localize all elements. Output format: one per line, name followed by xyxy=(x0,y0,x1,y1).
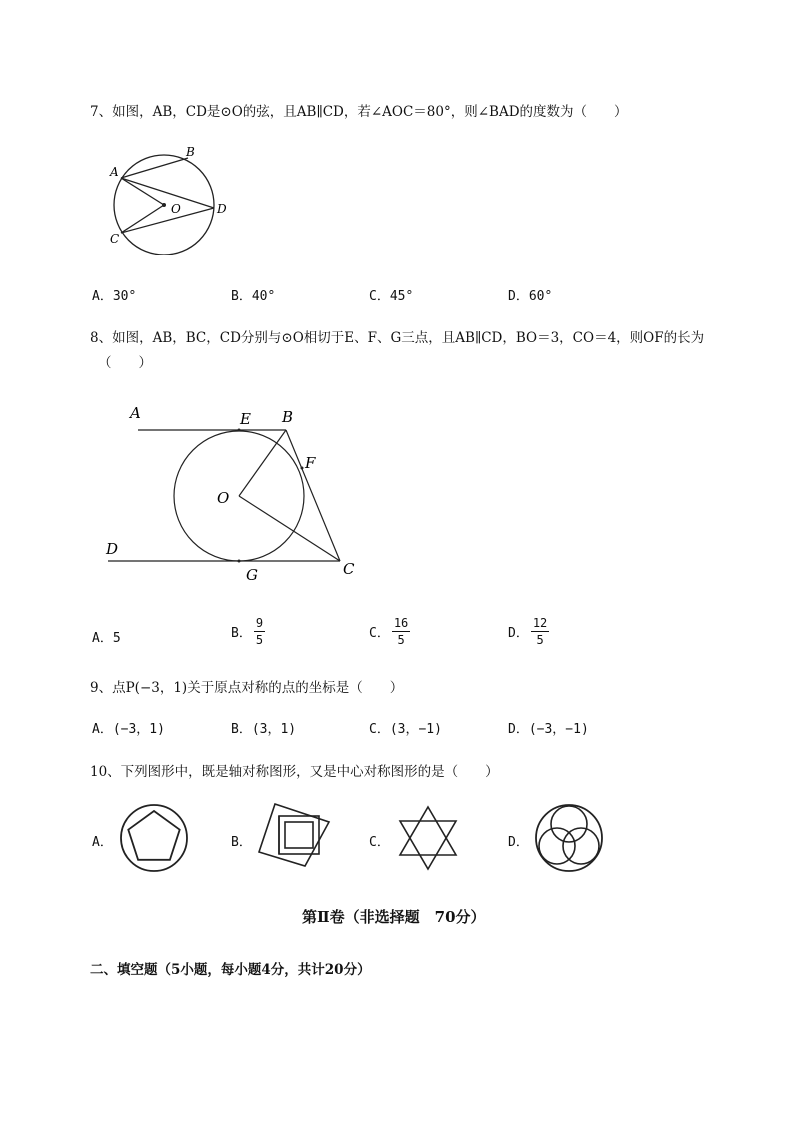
q8-option-c-fraction: $\frac{16}{5}$ xyxy=(393,616,409,647)
q10-option-c[interactable]: C． xyxy=(369,835,390,850)
q7-label-a: A xyxy=(110,165,119,179)
q8-stem-line1: 8、如图，AB，BC，CD分别与⊙O相切于E、F、G三点，且AB∥CD，BO＝3，CO＝4，则OF的长为 xyxy=(90,330,705,346)
q9-option-c[interactable]: C．(3，−1) xyxy=(369,722,442,737)
q8-label-a: A xyxy=(130,404,141,422)
section2-title: 第Ⅱ卷（非选择题 70分） xyxy=(302,908,486,926)
q7-stem: 7、如图，AB，CD是⊙O的弦，且AB∥CD，若∠AOC＝80°，则∠BAD的度数为（ ） xyxy=(90,104,628,120)
three-petal-circle-icon xyxy=(533,802,605,874)
q8-option-b-fraction: $\frac{9}{5}$ xyxy=(255,616,264,647)
q8-label-b: B xyxy=(282,408,294,426)
six-pointed-star-icon xyxy=(393,805,463,871)
q7-label-c: C xyxy=(110,232,120,246)
q9-option-b[interactable]: B．(3，1) xyxy=(231,722,297,737)
q9-option-a[interactable]: A．(−3，1) xyxy=(92,722,165,737)
q8-option-a[interactable]: A．5 xyxy=(92,631,121,646)
q10-option-a[interactable]: A． xyxy=(92,835,113,850)
q8-option-b[interactable] xyxy=(231,617,265,646)
q8-label-e: E xyxy=(240,410,251,428)
q7-label-o: O xyxy=(171,202,181,216)
q8-option-d-prefix: D． xyxy=(508,626,529,641)
q7-option-d[interactable]: D．60° xyxy=(508,289,553,304)
q9-stem: 9、点P(−3，1)关于原点对称的点的坐标是（ ） xyxy=(90,680,404,696)
q8-label-c: C xyxy=(343,560,355,578)
q10-stem: 10、下列图形中，既是轴对称图形，又是中心对称图形的是（ ） xyxy=(90,764,499,780)
q8-stem-line2: （ ） xyxy=(98,355,152,371)
q8-option-c-prefix: C． xyxy=(369,626,390,641)
q8-option-c[interactable] xyxy=(369,617,410,646)
q8-label-o: O xyxy=(217,489,230,507)
q8-option-d-fraction: $\frac{12}{5}$ xyxy=(532,616,548,647)
q7-option-b[interactable]: B．40° xyxy=(231,289,276,304)
q9-option-d[interactable]: D．(−3，−1) xyxy=(508,722,589,737)
q8-tangent-figure xyxy=(100,400,390,600)
q10-option-b[interactable]: B． xyxy=(231,835,252,850)
q7-option-a[interactable]: A．30° xyxy=(92,289,137,304)
q7-option-c[interactable]: C．45° xyxy=(369,289,414,304)
q10-option-d[interactable]: D． xyxy=(508,835,529,850)
q8-label-f: F xyxy=(305,454,316,472)
q8-option-b-prefix: B． xyxy=(231,626,252,641)
q8-label-d: D xyxy=(106,540,119,558)
q8-label-g: G xyxy=(246,566,258,584)
q8-option-d[interactable] xyxy=(508,617,549,646)
q7-circle-figure xyxy=(100,145,230,255)
q7-label-d: D xyxy=(217,202,227,216)
section2-subtitle: 二、填空题（5小题，每小题4分，共计20分） xyxy=(90,962,371,978)
squares-in-kite-icon xyxy=(255,802,335,872)
q7-label-b: B xyxy=(186,145,195,159)
pentagon-in-circle-icon xyxy=(118,802,190,874)
